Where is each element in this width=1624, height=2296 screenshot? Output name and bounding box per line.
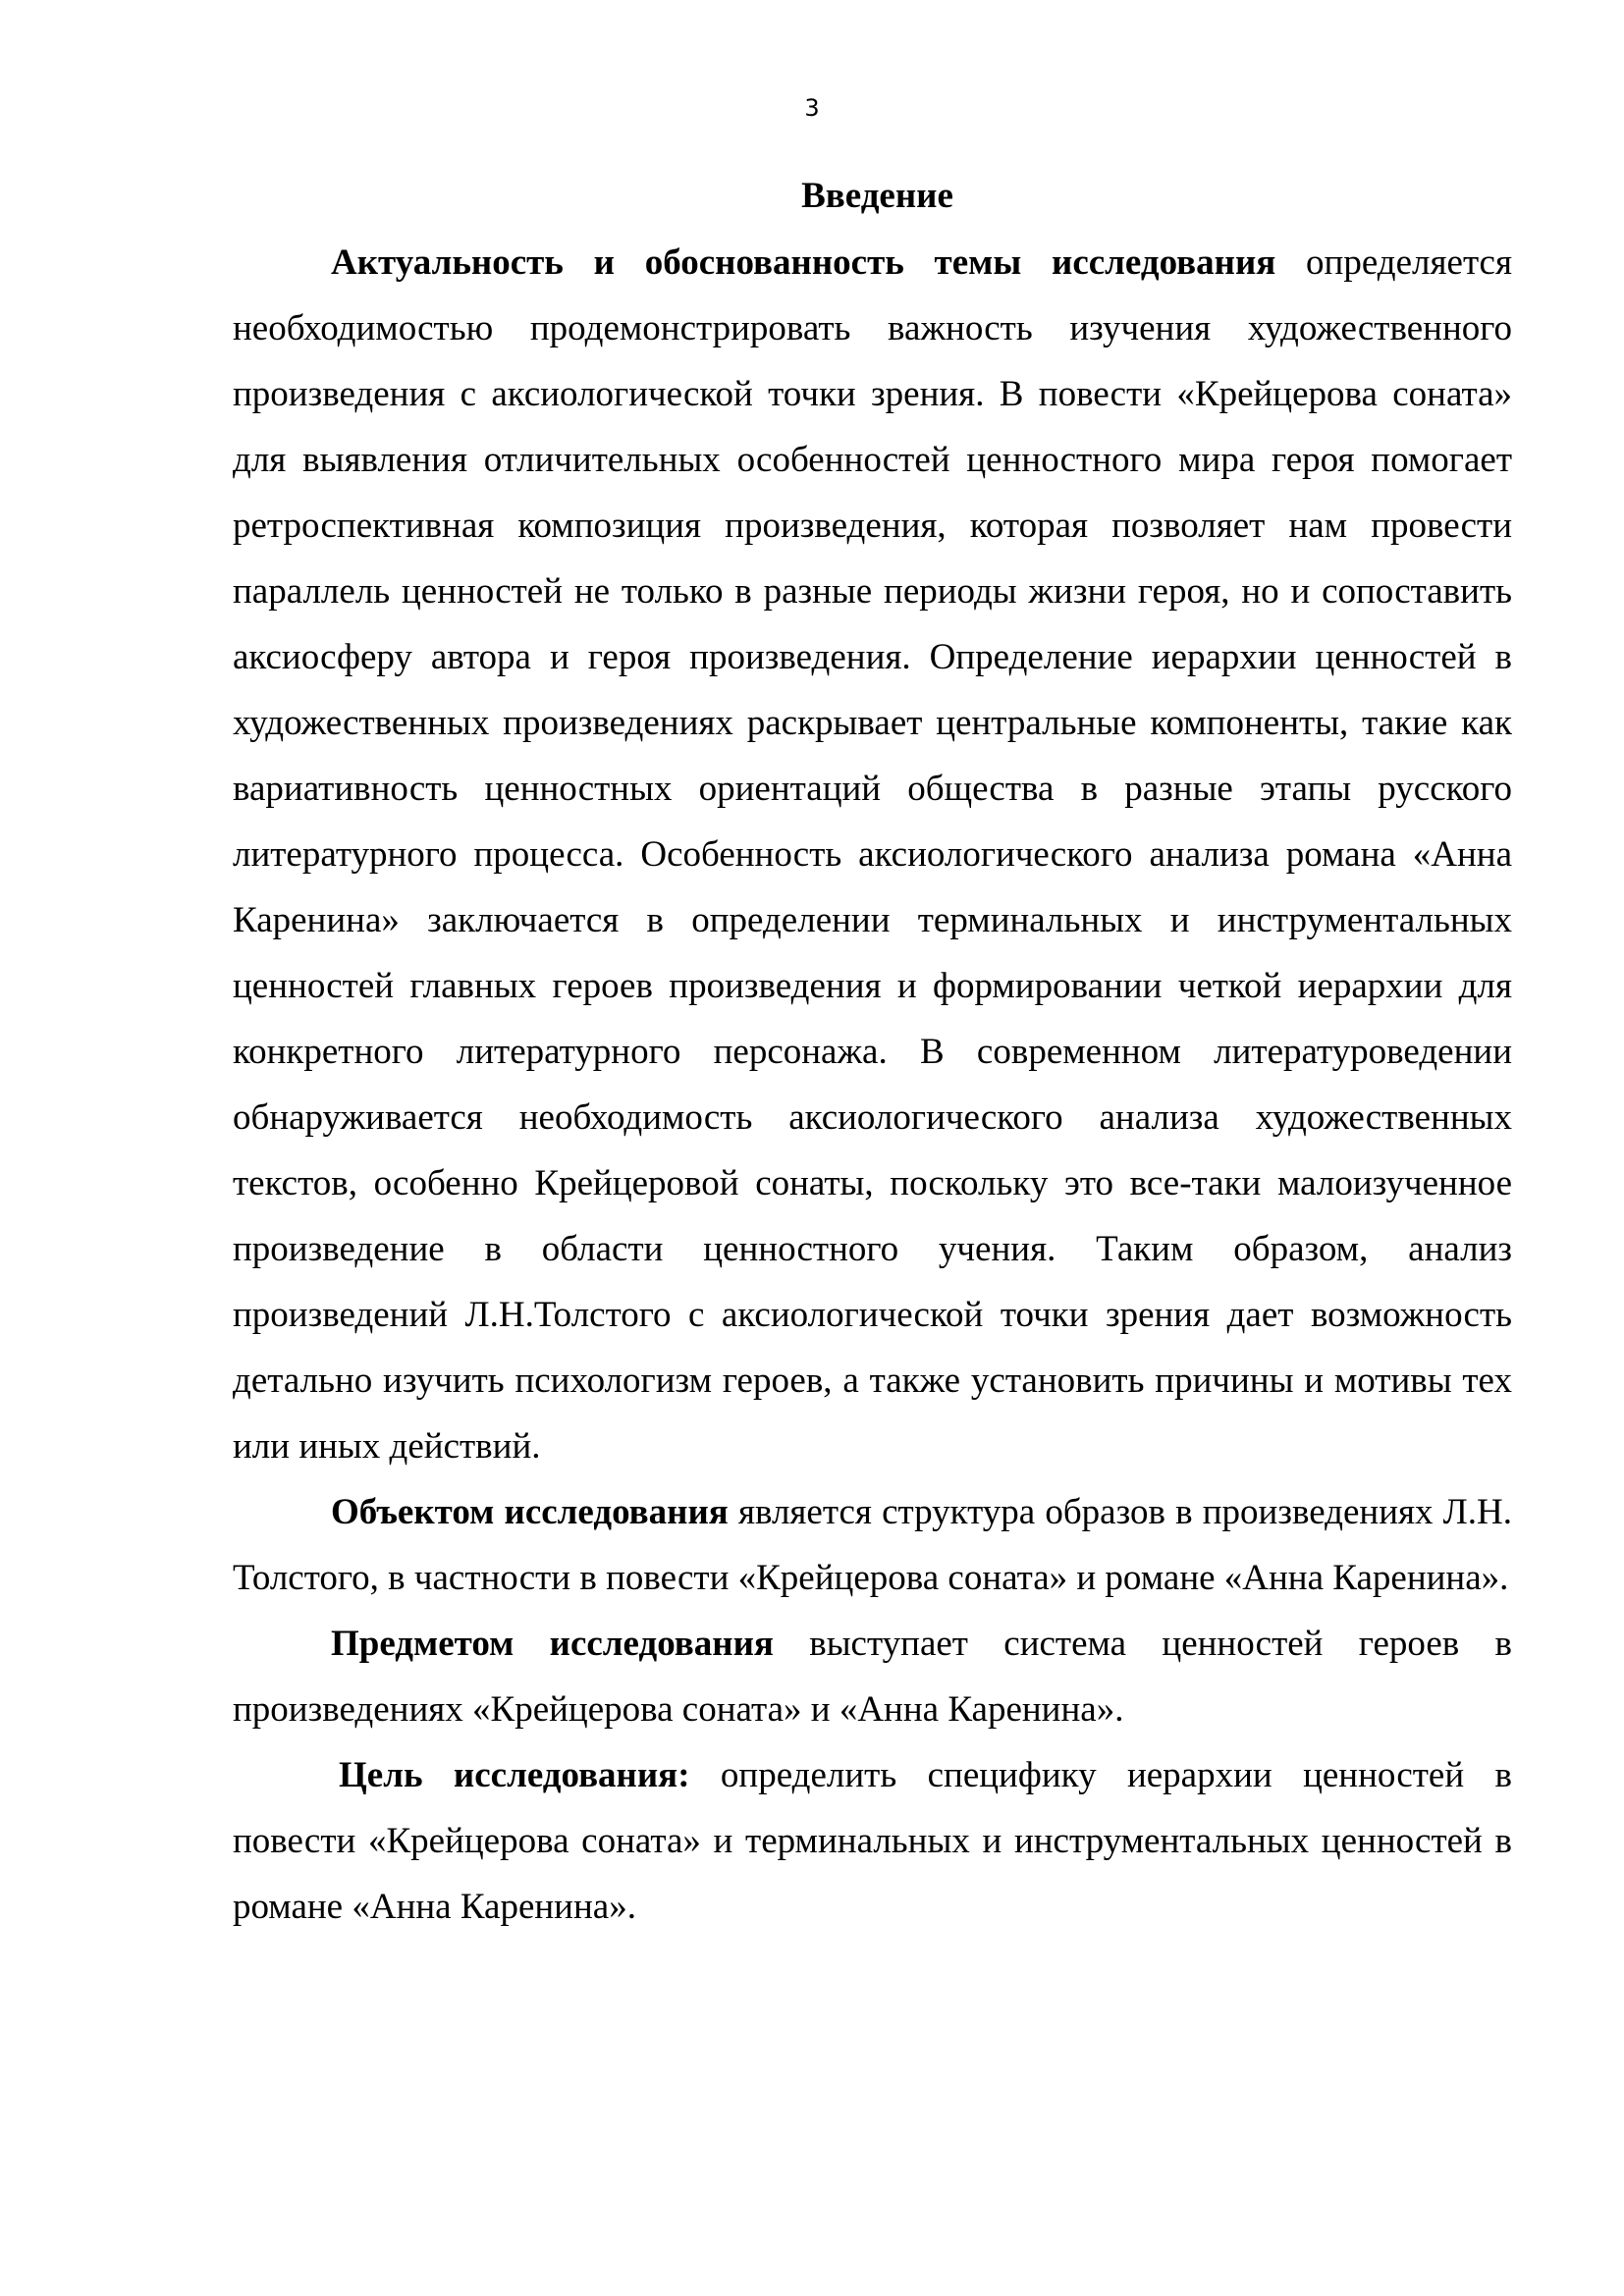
paragraph-goal [233,1742,1512,1940]
paragraph-lead: Цель исследования: [339,1755,690,1795]
page-number: 3 [804,94,820,122]
paragraph-text: является структура образов в произведениях Л.Н. Толстого, в частности в повести «Крейцерова соната» и романе «Анна Каренина». [233,1492,1512,1598]
paragraph-lead: Объектом исследования [331,1492,729,1532]
paragraph-object [233,1479,1512,1611]
paragraph-text: определить специфику иерархии ценностей в повести «Крейцерова соната» и терминальных и инструментальных ценностей в романе «Анна Каренина». [233,1755,1513,1927]
paragraph-lead: Предметом исследования [331,1624,774,1664]
paragraph-relevance [233,230,1512,1479]
section-heading: Введение [801,176,953,216]
paragraph-text: выступает система ценностей героев в произведениях «Крейцерова соната» и «Анна Каренина». [233,1624,1513,1730]
document-body [233,163,1512,1940]
paragraph-text: определяется необходимостью продемонстрировать важность изучения художественного произведения с аксиологической точки зрения. В повести «Крейцерова соната» для выявления отличительных особенностей ценностного мира героя помогает ретроспективная композиция произведения, которая позволяет нам провести параллель ценностей не только в разные периоды жизни героя, но и сопоставить аксиосферу автора и героя произведения. Определение иерархии ценностей в художественных произведениях раскрывает центральные компоненты, такие как вариативность ценностных ориентаций общества в разные этапы русского литературного процесса. Особенность аксиологического анализа романа «Анна Каренина» заключается в определении терминальных и инструментальных ценностей главных героев произведения и формировании четкой иерархии для конкретного литературного персонажа. В современном литературоведении обнаруживается необходимость аксиологического анализа художественных текстов, особенно Крейцеровой сонаты, поскольку это все-таки малоизученное произведение в области ценностного учения. Таким образом, анализ произведений Л.Н.Толстого с аксиологической точки зрения дает возможность детально изучить психологизм героев, а также установить причины и мотивы тех или иных действий. [233,242,1512,1467]
paragraph-lead: Актуальность и обоснованность темы исследования [331,242,1276,283]
paragraph-subject [233,1611,1512,1742]
